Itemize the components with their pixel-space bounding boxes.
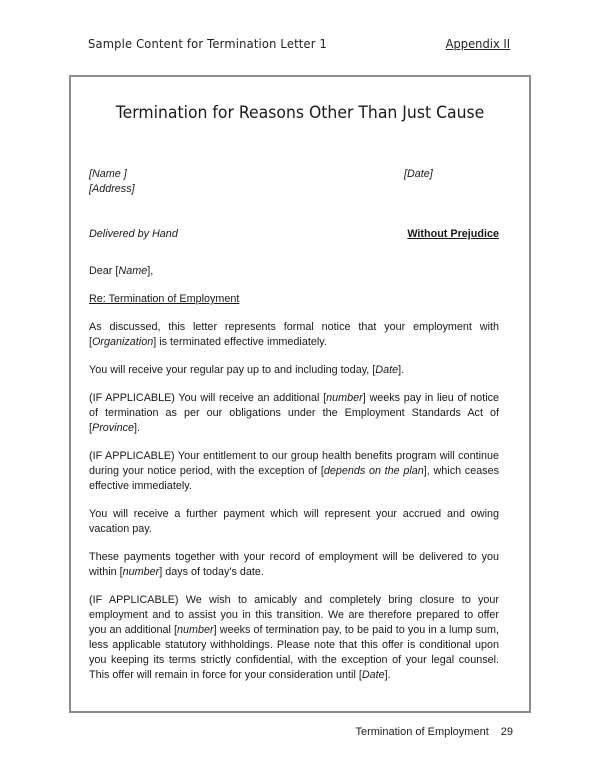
paragraph-notice: As discussed, this letter represents formal notice that your employment with [Organization] is terminated effective immediately. <box>89 321 499 348</box>
delivery-method: Delivered by Hand <box>89 228 178 240</box>
letter-frame <box>69 75 531 713</box>
paragraph-offer: (IF APPLICABLE) We wish to amicably and completely bring closure to your employment and to assist you in this transition. We are therefore prepared to offer you an additional [number] weeks of termination pay, to be paid to you in a lump sum, less applicable statutory withholdings. Please note that this offer is conditional upon you keeping its terms strictly confidential, with the exception of your legal counsel. This offer will remain in force for your consideration until [Date]. <box>89 594 499 681</box>
salutation: Dear [Name], <box>89 265 154 277</box>
recipient-address: [Address] <box>89 183 135 195</box>
paragraph-record: These payments together with your record of employment will be delivered to you within [number] days of today's date. <box>89 551 499 578</box>
without-prejudice: Without Prejudice <box>407 228 499 240</box>
letter-body <box>89 167 499 696</box>
page-number: 29 <box>500 726 513 738</box>
footer-section: Termination of Employment <box>355 726 489 738</box>
paragraph-notice-pay: (IF APPLICABLE) You will receive an additional [number] weeks pay in lieu of notice of termination as per our obligations under the Employment Standards Act of [Province]. <box>89 392 499 434</box>
subject-line: Re: Termination of Employment <box>89 293 240 305</box>
letter-title: Termination for Reasons Other Than Just Cause <box>115 103 485 123</box>
header-document-label: Sample Content for Termination Letter 1 <box>88 36 327 51</box>
paragraph-benefits: (IF APPLICABLE) Your entitlement to our group health benefits program will continue during your notice period, with the exception of [depends on the plan], which ceases effective immediately. <box>89 450 500 492</box>
letter-date: [Date] <box>404 168 433 180</box>
paragraph-vacation-pay: You will receive a further payment which will represent your accrued and owing vacation pay. <box>89 508 499 535</box>
recipient-name: [Name ] <box>89 168 127 180</box>
header-appendix-label: Appendix II <box>445 36 510 51</box>
page-footer <box>355 726 513 738</box>
paragraph-regular-pay: You will receive your regular pay up to and including today, [Date]. <box>89 364 405 376</box>
